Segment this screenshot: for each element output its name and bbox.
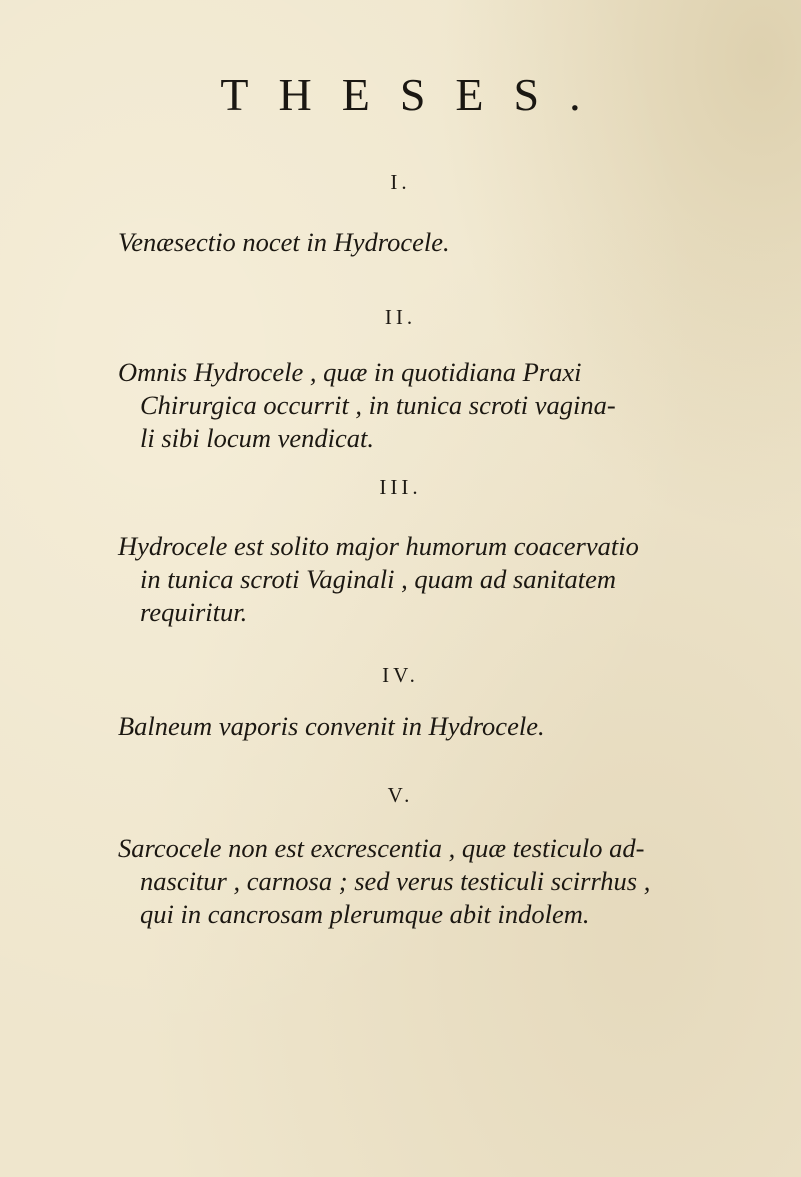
- thesis-4-line-1: Balneum vaporis convenit in Hydrocele.: [118, 711, 545, 741]
- thesis-5-line-3: qui in cancrosam plerumque abit indolem.: [140, 899, 590, 929]
- thesis-5-line-1: Sarcocele non est excrescentia , quæ testiculo ad-: [118, 833, 645, 863]
- thesis-numeral-3: III.: [379, 475, 422, 499]
- thesis-2-line-1: Omnis Hydrocele , quæ in quotidiana Praxi: [118, 357, 582, 387]
- thesis-numeral-2: II.: [384, 305, 417, 329]
- thesis-3-line-3: requiritur.: [140, 597, 248, 627]
- thesis-numeral-4: IV.: [382, 663, 419, 687]
- thesis-3: [118, 530, 758, 629]
- thesis-3-line-2: in tunica scroti Vaginali , quam ad sanitatem: [140, 564, 617, 594]
- thesis-3-line-1: Hydrocele est solito major humorum coacervatio: [118, 531, 639, 561]
- thesis-1: [118, 226, 758, 259]
- thesis-2-line-3: li sibi locum vendicat.: [140, 423, 375, 453]
- thesis-numeral-1: I.: [390, 170, 411, 194]
- thesis-4: [118, 710, 758, 743]
- thesis-2: [118, 356, 758, 455]
- thesis-2-line-2: Chirurgica occurrit , in tunica scroti vagina-: [140, 390, 616, 420]
- page-title: THESES.: [220, 69, 611, 120]
- thesis-5-line-2: nascitur , carnosa ; sed verus testiculi scirrhus ,: [140, 866, 651, 896]
- thesis-5: [118, 832, 758, 931]
- thesis-numeral-5: V.: [387, 783, 414, 807]
- thesis-1-line-1: Venæsectio nocet in Hydrocele.: [118, 227, 450, 257]
